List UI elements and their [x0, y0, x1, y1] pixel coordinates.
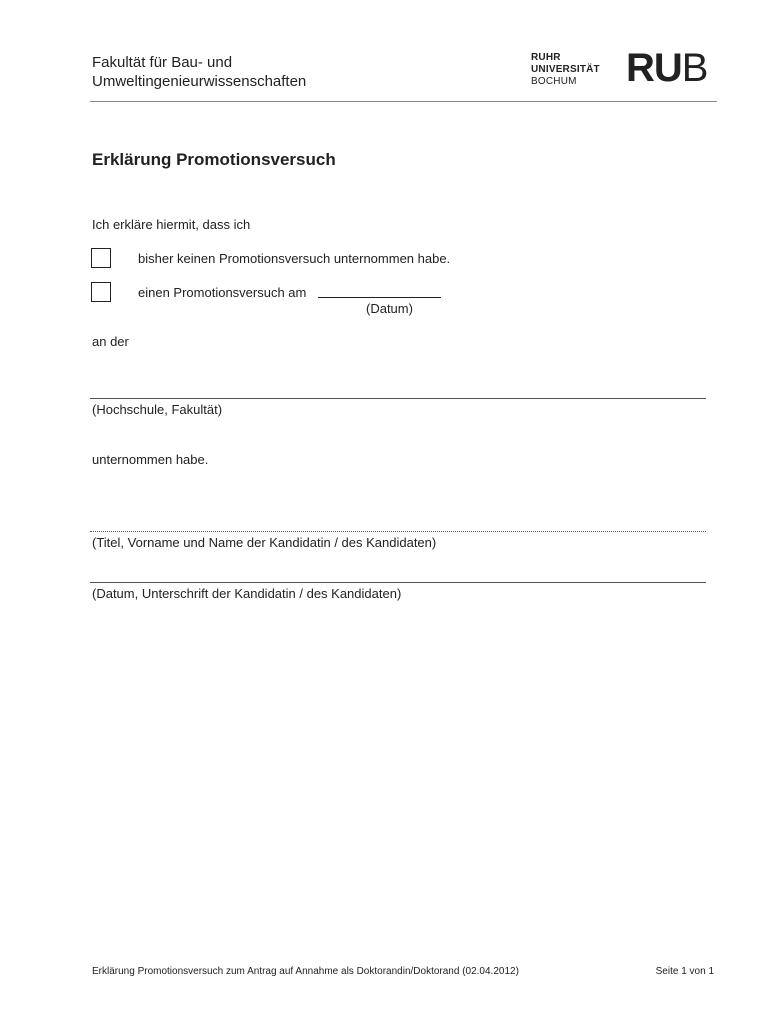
an-der-text: an der: [92, 334, 129, 349]
date-label: (Datum): [366, 301, 413, 316]
name-label: (Titel, Vorname und Name der Kandidatin / des Kandidaten): [92, 535, 437, 550]
university-field-line[interactable]: [90, 398, 706, 399]
name-field-line[interactable]: [90, 531, 706, 532]
signature-field-line[interactable]: [90, 582, 706, 583]
rub-logo-ru: RU: [626, 46, 682, 90]
faculty-line-2: Umweltingenieurwissenschaften: [92, 73, 307, 90]
option-attempt-label: einen Promotionsversuch am: [138, 285, 307, 300]
faculty-name: [92, 53, 306, 91]
checkbox-attempt[interactable]: [91, 282, 111, 302]
footer-page-number: Seite 1 von 1: [655, 966, 714, 977]
faculty-line-1: Fakultät für Bau- und: [92, 54, 233, 71]
rub-logo-b: B: [681, 46, 708, 90]
footer-document-info: Erklärung Promotionsversuch zum Antrag auf Annahme als Doktorandin/Doktorand (02.04.2012): [92, 966, 519, 977]
option-no-attempt-label: bisher keinen Promotionsversuch unternommen habe.: [138, 251, 451, 266]
uni-line-1: RUHR: [531, 52, 561, 63]
signature-label: (Datum, Unterschrift der Kandidatin / des Kandidaten): [92, 586, 402, 601]
checkbox-no-attempt[interactable]: [91, 248, 111, 268]
header-divider: [90, 101, 717, 102]
date-field-line[interactable]: [318, 297, 441, 298]
uni-line-3: BOCHUM: [531, 76, 577, 87]
rub-logo: [626, 44, 707, 92]
university-label: (Hochschule, Fakultät): [92, 402, 223, 417]
uni-line-2: UNIVERSITÄT: [531, 64, 600, 75]
university-wordmark: [531, 52, 600, 88]
undertaken-text: unternommen habe.: [92, 452, 209, 467]
form-title: Erklärung Promotionsversuch: [92, 150, 336, 169]
intro-text: Ich erkläre hiermit, dass ich: [92, 217, 251, 232]
